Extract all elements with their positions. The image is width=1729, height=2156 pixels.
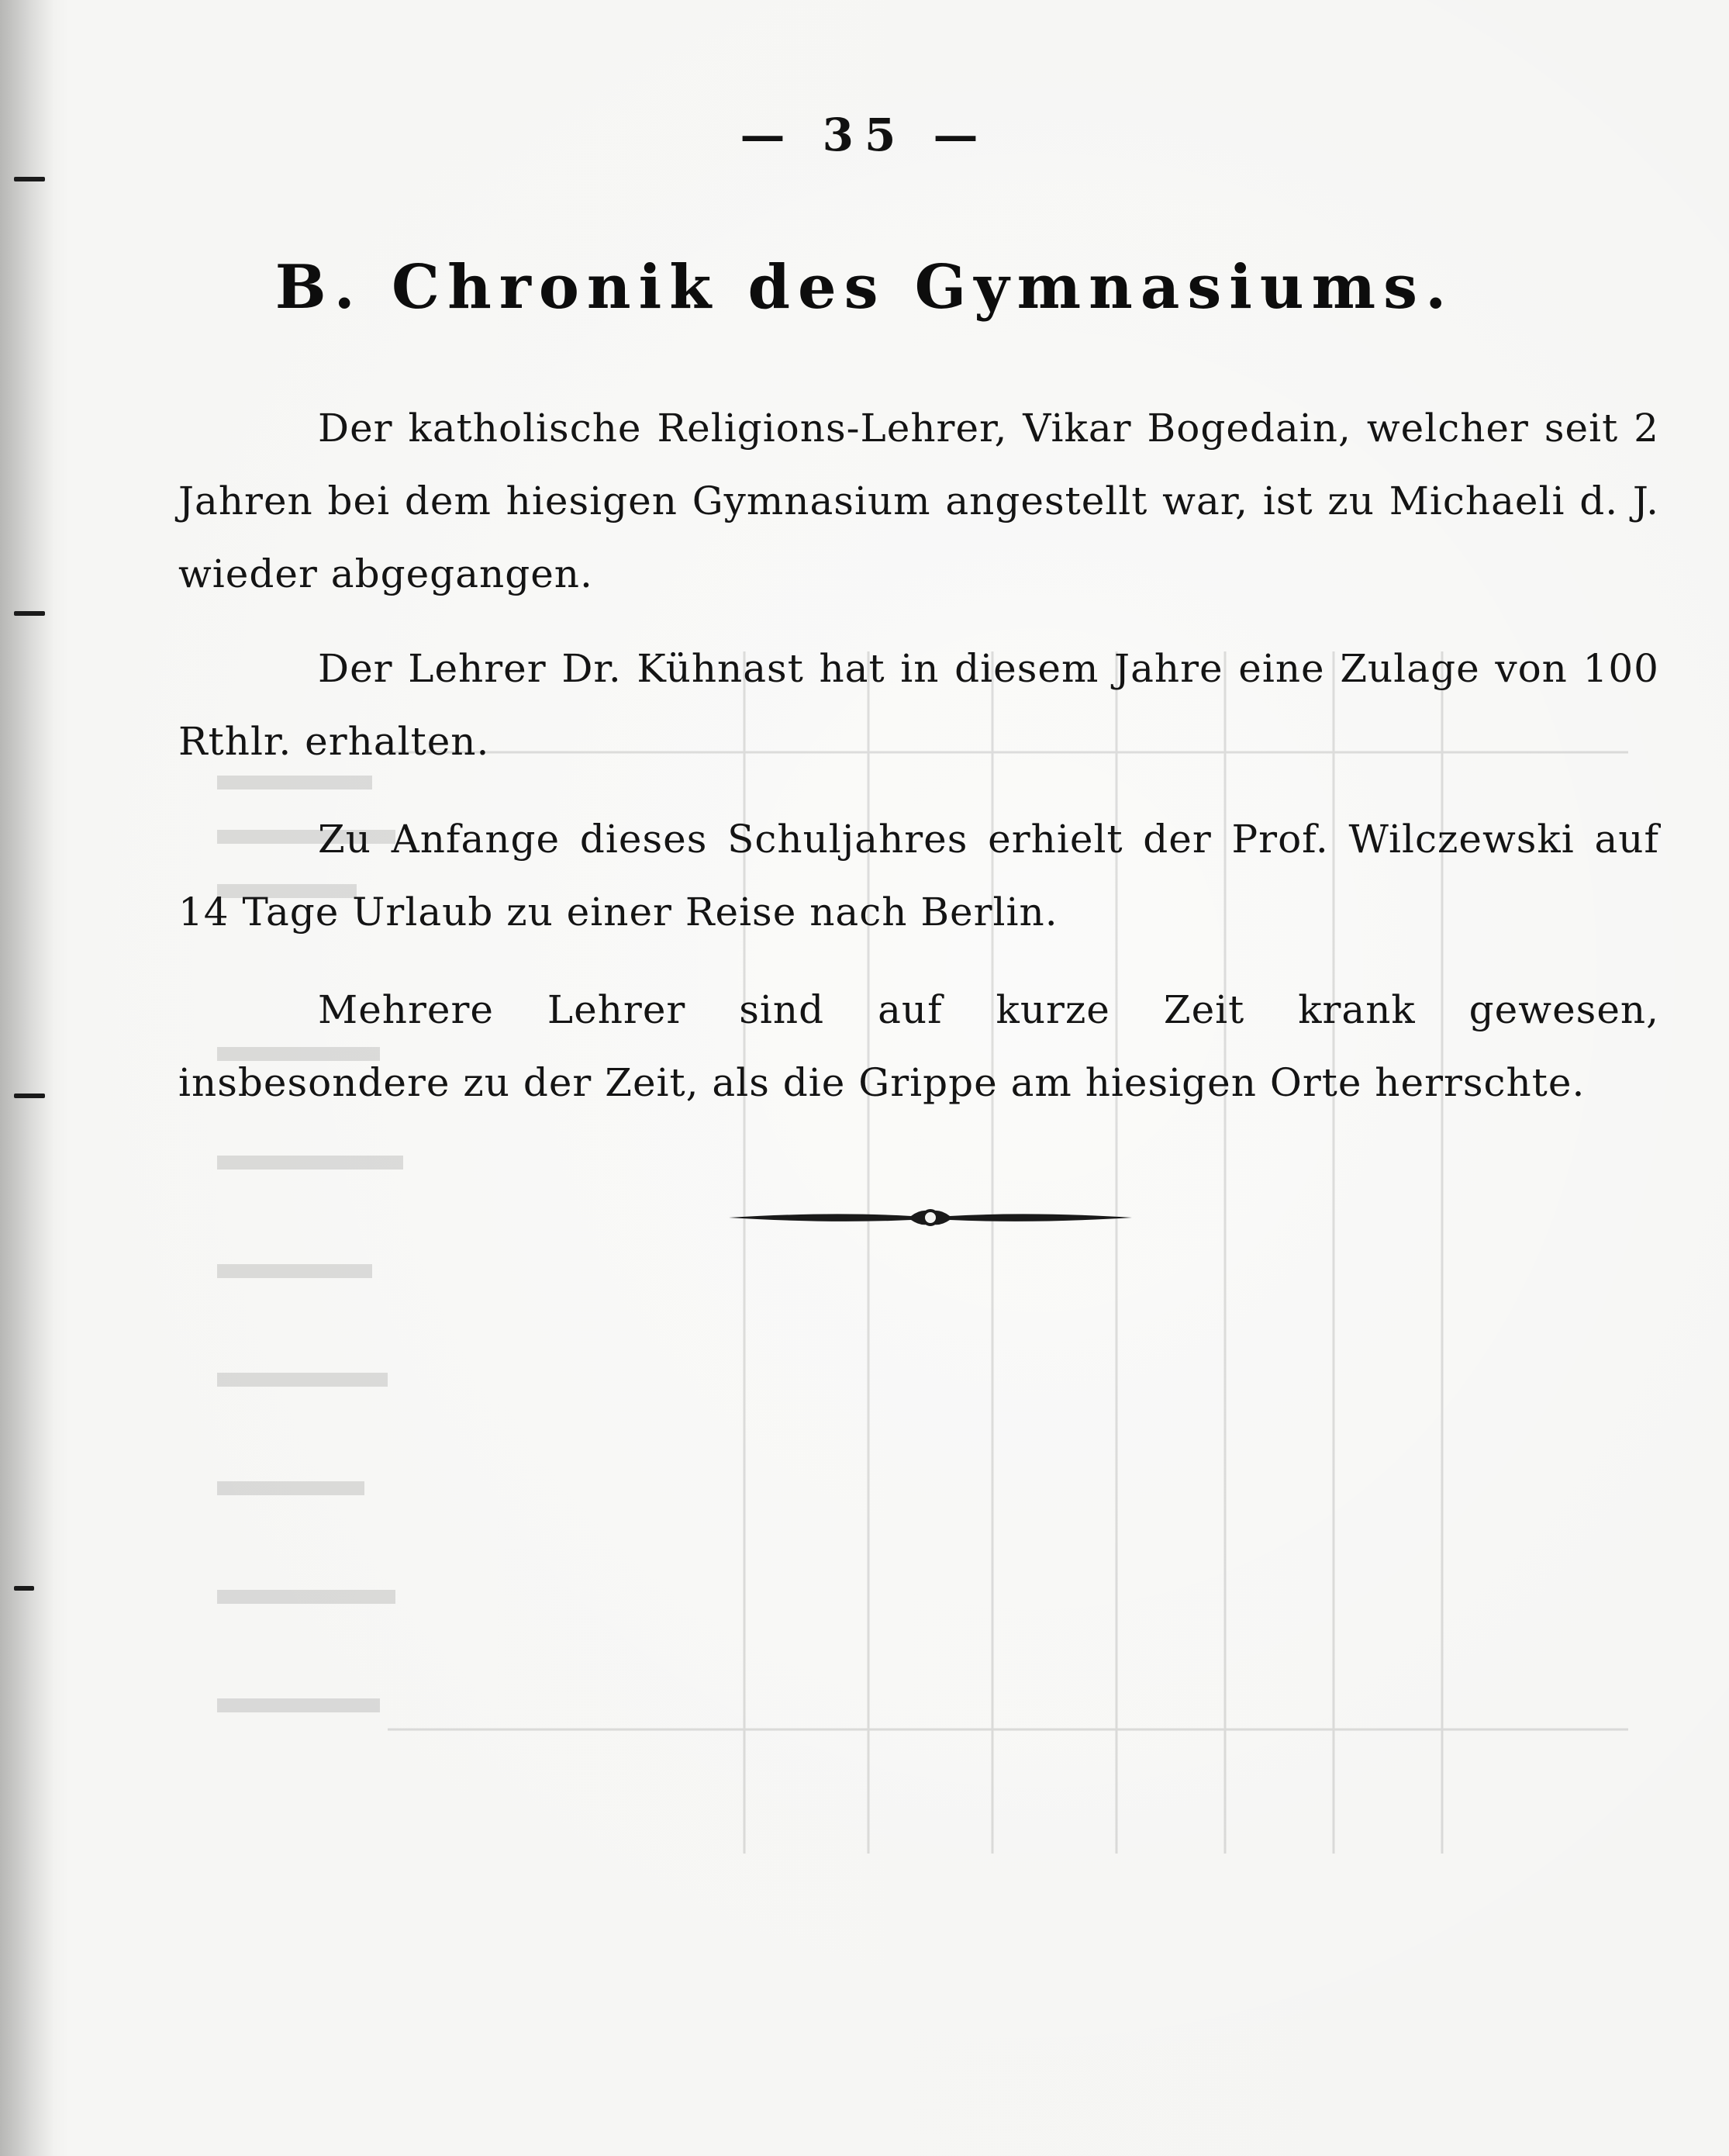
paragraph-religion-teacher: Der katholische Religions-Lehrer, Vikar Bogedain, welcher seit 2 Jahren bei dem hiesigen Gymnasium angestellt war, ist zu Michaeli d. J. wieder abgegangen. <box>178 406 1659 596</box>
spine-shadow <box>0 0 54 2156</box>
section-heading: B. Chronik des Gymnasiums. <box>274 252 1455 323</box>
paragraph-leave-berlin: Zu Anfange dieses Schuljahres erhielt der Prof. Wilczewski auf 14 Tage Urlaub zu einer Reise nach Berlin. <box>178 817 1659 935</box>
edge-mark <box>14 177 45 181</box>
edge-mark <box>14 1094 45 1098</box>
edge-mark <box>14 1586 34 1591</box>
paragraph-teachers-ill: Mehrere Lehrer sind auf kurze Zeit krank gewesen, insbesondere zu der Zeit, als die Grippe am hiesigen Orte herrschte. <box>178 987 1659 1105</box>
page-number: — 35 — <box>740 109 989 161</box>
ornament-divider <box>729 1194 1132 1241</box>
paragraph-salary-increase: Der Lehrer Dr. Kühnast hat in diesem Jahre eine Zulage von 100 Rthlr. erhalten. <box>178 646 1659 764</box>
edge-mark <box>14 611 45 616</box>
